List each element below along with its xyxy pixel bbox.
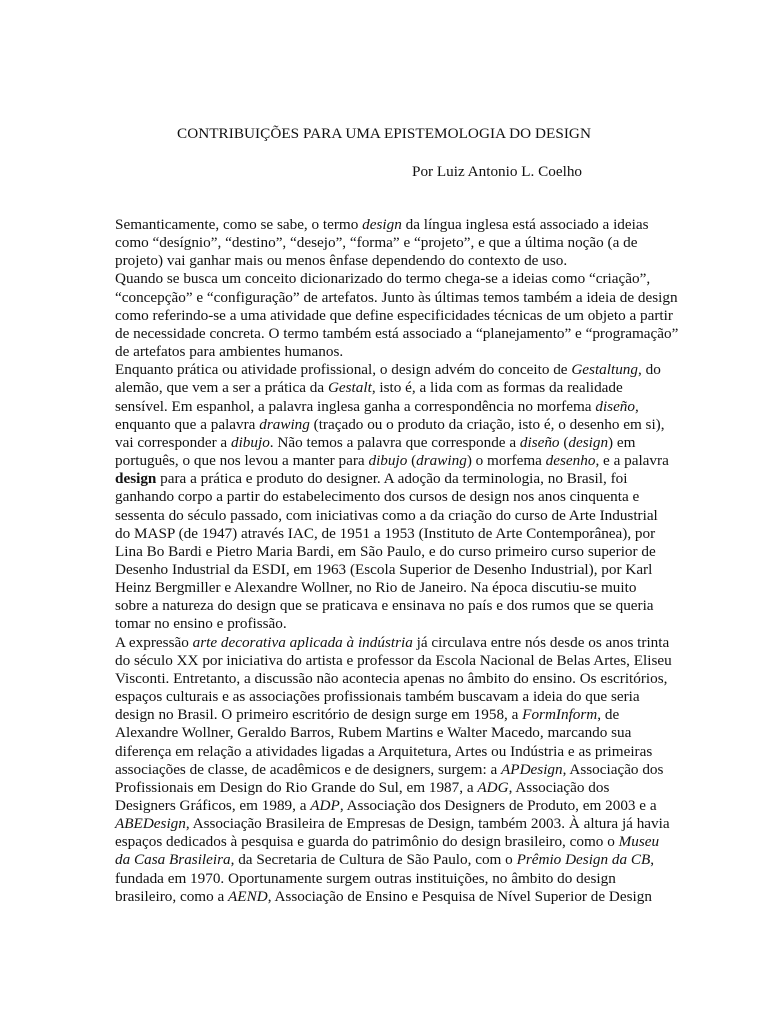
italic-term: desenho	[545, 452, 596, 470]
italic-term: ADG	[477, 778, 509, 796]
text-run: Enquanto prática ou atividade profissional, o design advém do conceito de	[115, 361, 572, 379]
italic-term: dibujo	[368, 452, 408, 470]
text-line	[115, 651, 672, 670]
text-run: ganhando corpo a partir do estabelecimento dos cursos de design nos anos cinquenta e	[115, 488, 640, 506]
italic-term: da Casa Brasileira	[115, 851, 231, 869]
text-line	[115, 633, 670, 652]
text-run: , da Secretaria de Cultura de São Paulo, com o	[230, 851, 517, 869]
italic-term: diseño	[519, 433, 560, 451]
text-run: brasileiro, como a	[115, 887, 229, 905]
text-run: alemão, que vem a ser a prática da	[115, 379, 328, 397]
text-line	[115, 507, 667, 525]
text-line	[115, 670, 667, 688]
text-run: sessenta do século passado, com iniciativas como a da criação do curso de Arte Industrial	[115, 506, 658, 524]
text-line	[115, 688, 667, 706]
italic-term: drawing	[416, 452, 467, 470]
text-run: , de	[597, 706, 620, 724]
text-line	[115, 579, 667, 597]
text-run: para a prática e produto do designer. A adoção da terminologia, no Brasil, foi	[156, 470, 628, 488]
text-line	[115, 252, 667, 270]
text-line	[115, 270, 667, 288]
text-run: , Associação dos	[508, 778, 610, 796]
text-run: espaços culturais e as associações profissionais também buscavam a ideia do que seria	[115, 688, 640, 706]
text-run: sobre a natureza do design que se praticava e ensinava no país e dos rumos que se queria	[115, 597, 654, 615]
text-run: ) o morfema	[466, 452, 546, 470]
text-line	[115, 743, 667, 761]
italic-term: APDesign	[501, 760, 563, 778]
italic-term: Gestaltung	[571, 361, 638, 379]
text-run: de necessidade concreta. O termo também está associado a “planejamento” e “programação”	[115, 324, 679, 342]
text-run: “concepção” e “configuração” de artefatos. Junto às últimas temos também a ideia de design	[115, 288, 678, 306]
text-run: do século XX por iniciativa do artista e professor da Escola Nacional de Belas Artes, Eliseu	[115, 651, 672, 669]
text-run: Quando se busca um conceito dicionarizado do termo chega-se a ideias como “criação”,	[115, 270, 651, 288]
text-run: , Associação dos Designers de Produto, em 2003 e a	[339, 797, 657, 814]
italic-term: Gestalt	[327, 379, 372, 397]
text-run: de artefatos para ambientes humanos.	[115, 343, 344, 361]
text-run: . Não temos a palavra que corresponde a	[269, 433, 520, 451]
text-run: , Associação Brasileira de Empresas de Design, também 2003. À altura já havia	[185, 815, 670, 833]
text-line	[115, 543, 667, 561]
italic-term: design	[568, 433, 609, 451]
text-run: Desenho Industrial da ESDI, em 1963 (Escola Superior de Desenho Industrial), por Karl	[115, 560, 653, 578]
text-line	[115, 779, 667, 797]
italic-term: FormInform	[522, 706, 598, 724]
text-run: Visconti. Entretanto, a discussão não acontecia apenas no âmbito do ensino. Os escritórios,	[115, 669, 668, 687]
text-run: Heinz Bergmiller e Alexandre Wollner, no Rio de Janeiro. Na época discutiu-se muito	[115, 579, 637, 597]
text-line	[115, 870, 667, 888]
document-author: Por Luiz Antonio L. Coelho	[412, 163, 583, 180]
text-line	[115, 761, 667, 779]
text-line	[115, 525, 667, 543]
text-line	[115, 706, 667, 724]
text-line	[115, 324, 679, 343]
italic-term: ABEDesign	[115, 815, 186, 833]
text-run: , Associação dos	[562, 760, 664, 778]
italic-term: drawing	[259, 415, 310, 433]
text-line	[115, 288, 678, 307]
italic-term: Prêmio Design da CB	[516, 851, 651, 869]
text-run: vai corresponder a	[115, 433, 231, 451]
text-line	[115, 379, 667, 397]
text-line	[115, 797, 667, 815]
text-run: design no Brasil. O primeiro escritório de design surge em 1958, a	[115, 706, 523, 724]
text-run: como referindo-se a uma atividade que define especificidades técnicas de um objeto a partir	[115, 306, 673, 324]
text-line	[115, 615, 667, 633]
text-line	[115, 452, 667, 470]
document-title: CONTRIBUIÇÕES PARA UMA EPISTEMOLOGIA DO DESIGN	[177, 125, 591, 142]
text-run: Alexandre Wollner, Geraldo Barros, Rubem Martins e Walter Macedo, marcando sua	[115, 724, 632, 742]
italic-term: ADP	[310, 797, 340, 814]
text-run: diferença em relação a atividades ligadas a Arquitetura, Artes ou Indústria e as primeiras	[115, 742, 653, 760]
text-run: (traçado ou o produto da criação, isto é, o desenho em si),	[309, 415, 665, 433]
text-line	[115, 434, 667, 452]
italic-term: dibujo	[230, 433, 270, 451]
text-line	[115, 561, 667, 579]
text-line	[115, 724, 667, 742]
text-run: ) em	[608, 433, 636, 451]
text-run: fundada em 1970. Oportunamente surgem outras instituições, no âmbito do design	[115, 869, 616, 887]
text-line	[115, 306, 673, 325]
text-run: ,	[635, 397, 639, 415]
text-line	[115, 597, 667, 615]
text-line	[115, 416, 667, 434]
text-run: , do	[638, 361, 661, 379]
text-run: português, o que nos levou a manter para	[115, 452, 369, 470]
text-line	[115, 234, 667, 252]
text-run: sensível. Em espanhol, a palavra inglesa ganha a correspondência no morfema	[115, 397, 596, 415]
text-line	[115, 343, 667, 361]
text-run: (	[407, 452, 417, 470]
document-body	[115, 216, 679, 906]
text-run: Profissionais em Design do Rio Grande do Sul, em 1987, a	[115, 778, 478, 796]
text-run: da língua inglesa está associado a ideias	[401, 216, 649, 233]
text-line	[115, 833, 667, 851]
text-run: espaços dedicados à pesquisa e guarda do patrimônio do design brasileiro, como o	[115, 833, 619, 851]
text-line	[115, 398, 667, 416]
text-run: já circulava entre nós desde os anos trinta	[412, 633, 670, 651]
italic-term: Museu	[618, 833, 660, 851]
italic-term: AEND	[228, 887, 268, 905]
text-line	[115, 888, 667, 906]
text-run: do MASP (de 1947) através IAC, de 1951 a 1953 (Instituto de Arte Contemporânea), por	[115, 524, 656, 542]
text-line	[115, 361, 667, 379]
italic-term: arte decorativa aplicada à indústria	[192, 633, 413, 651]
bold-term: design	[115, 470, 157, 488]
text-line	[115, 851, 667, 869]
text-line	[115, 488, 667, 506]
text-run: , e a palavra	[595, 452, 669, 470]
text-run: tomar no ensino e profissão.	[115, 615, 287, 633]
text-run: projeto) vai ganhar mais ou menos ênfase dependendo do contexto de uso.	[115, 252, 568, 270]
text-run: Lina Bo Bardi e Pietro Maria Bardi, em São Paulo, e do curso primeiro curso superior de	[115, 542, 656, 560]
text-line	[115, 216, 667, 234]
text-line	[115, 815, 670, 833]
text-run: enquanto que a palavra	[115, 415, 260, 433]
text-run: Designers Gráficos, em 1989, a	[115, 797, 311, 814]
text-line	[115, 470, 667, 488]
text-run: Semanticamente, como se sabe, o termo	[115, 216, 363, 233]
text-run: , isto é, a lida com as formas da realidade	[371, 379, 623, 397]
text-run: associações de classe, de acadêmicos e de designers, surgem: a	[115, 760, 502, 778]
text-run: (	[559, 433, 569, 451]
text-run: como “desígnio”, “destino”, “desejo”, “forma” e “projeto”, e que a última noção (a de	[115, 234, 638, 252]
text-run: A expressão	[115, 633, 193, 651]
text-run: ,	[650, 851, 655, 869]
italic-term: design	[362, 216, 402, 233]
text-run: , Associação de Ensino e Pesquisa de Nível Superior de Design	[267, 887, 652, 905]
italic-term: diseño	[595, 397, 635, 415]
